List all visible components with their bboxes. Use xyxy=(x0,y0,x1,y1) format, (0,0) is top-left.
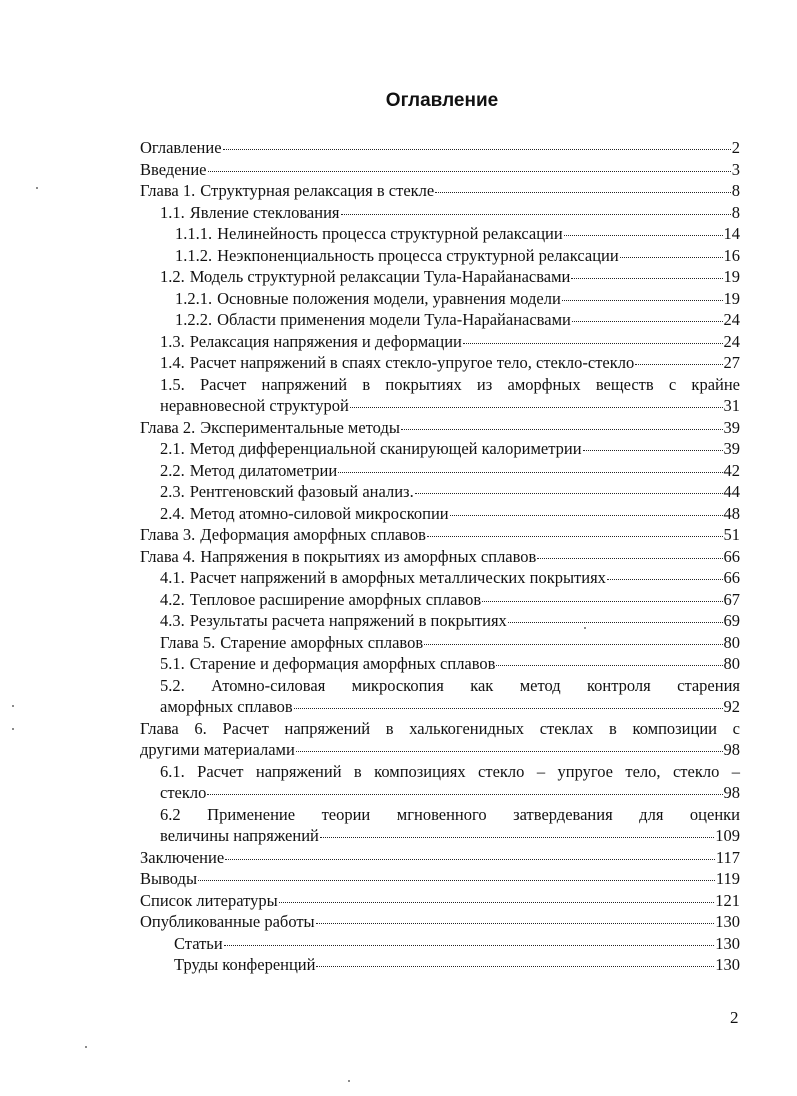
toc-entry-1-3[interactable] xyxy=(140,331,740,353)
leader-dots xyxy=(207,794,722,795)
leader-dots xyxy=(224,945,715,946)
toc-entry-number: Глава 3. xyxy=(140,525,196,544)
toc-entry-references[interactable] xyxy=(140,890,740,912)
toc-entry-number: 2.2. xyxy=(160,460,185,480)
toc-entry-introduction[interactable] xyxy=(140,159,740,181)
leader-dots xyxy=(223,149,731,150)
toc-entry-4-1[interactable] xyxy=(140,567,740,589)
toc-entry-page: 69 xyxy=(723,611,740,630)
toc-entry-text: Структурная релаксация в стекле xyxy=(200,181,435,200)
toc-entry-text: Труды конференций xyxy=(174,955,316,974)
scan-speck xyxy=(584,627,586,629)
toc-entry-number: 4.3. xyxy=(160,611,185,630)
toc-entry-1-1-2[interactable] xyxy=(140,245,740,267)
leader-dots xyxy=(350,407,723,408)
toc-entry-publications[interactable] xyxy=(140,911,740,933)
toc-entry-page: 3 xyxy=(731,159,740,179)
toc-entry-page: 19 xyxy=(723,267,740,286)
toc-entry-text: Основные положения модели, уравнения модели xyxy=(217,288,561,308)
leader-dots xyxy=(537,558,722,559)
leader-dots xyxy=(424,644,722,645)
toc-entry-page: 39 xyxy=(723,439,740,458)
toc-entry-page: 14 xyxy=(723,224,740,243)
toc-entry-text-line2: величины напряжений xyxy=(160,826,319,845)
toc-entry-page: 67 xyxy=(723,589,740,609)
toc-entry-5-2[interactable] xyxy=(140,675,740,718)
toc-entry-text: Расчет напряжений в аморфных металлических покрытиях xyxy=(189,568,606,587)
toc-entry-2-4[interactable] xyxy=(140,503,740,525)
toc-entry-text: Экспериментальные методы xyxy=(200,417,400,437)
leader-dots xyxy=(198,880,715,881)
toc-entry-text: Метод дифференциальной сканирующей калориметрии xyxy=(189,439,582,458)
toc-entry-page: 42 xyxy=(723,460,740,480)
toc-entry-conference-proceedings[interactable] xyxy=(140,954,740,976)
toc-entry-number: 5.2. xyxy=(160,675,185,695)
leader-dots xyxy=(450,515,723,516)
toc-entry-text-line1: Расчет напряжений в халькогенидных стеклах в композиции с xyxy=(222,718,740,738)
toc-entry-1-2[interactable] xyxy=(140,266,740,288)
toc-entry-4-2[interactable] xyxy=(140,589,740,611)
toc-entry-page: 44 xyxy=(723,482,740,501)
toc-entry-text-line1: Расчет напряжений в композициях стекло – упругое тело, стекло – xyxy=(197,761,740,781)
toc-entry-chapter-4[interactable] xyxy=(140,546,740,568)
leader-dots xyxy=(316,923,715,924)
toc-entry-page: 24 xyxy=(723,310,740,329)
toc-entry-contents[interactable] xyxy=(140,137,740,159)
leader-dots xyxy=(338,472,722,473)
toc-entry-text: Старение аморфных сплавов xyxy=(220,632,424,652)
toc-entry-chapter-2[interactable] xyxy=(140,417,740,439)
leader-dots xyxy=(294,708,723,709)
toc-entry-5-1[interactable] xyxy=(140,653,740,675)
toc-entry-chapter-1[interactable] xyxy=(140,180,740,202)
toc-entry-page: 80 xyxy=(723,632,740,652)
toc-entry-text: Расчет напряжений в спаях стекло-упругое тело, стекло-стекло xyxy=(189,353,635,372)
table-of-contents xyxy=(140,137,740,976)
toc-entry-number: 5.1. xyxy=(160,654,185,673)
toc-entry-page: 19 xyxy=(723,288,740,308)
toc-entry-number: Глава 1. xyxy=(140,181,196,200)
toc-entry-text: Опубликованные работы xyxy=(140,912,315,931)
leader-dots xyxy=(401,429,723,430)
leader-dots xyxy=(296,751,723,752)
toc-entry-page: 92 xyxy=(723,697,740,716)
toc-entry-page: 8 xyxy=(731,181,740,200)
page-number: 2 xyxy=(730,1008,739,1027)
toc-entry-number: Глава 5. xyxy=(160,632,216,652)
toc-entry-text: Метод дилатометрии xyxy=(189,460,338,480)
leader-dots xyxy=(415,493,723,494)
toc-entry-4-3[interactable] xyxy=(140,610,740,632)
toc-entry-number: 1.2. xyxy=(160,267,185,286)
toc-entry-text: Модель структурной релаксации Тула-Нарайанасвами xyxy=(189,267,571,286)
toc-entry-number: 2.3. xyxy=(160,482,185,501)
toc-entry-text: Заключение xyxy=(140,847,225,867)
toc-entry-page: 8 xyxy=(731,202,740,222)
leader-dots xyxy=(435,192,731,193)
toc-entry-1-2-1[interactable] xyxy=(140,288,740,310)
leader-dots xyxy=(635,364,722,365)
toc-entry-number: 2.1. xyxy=(160,439,185,458)
leader-dots xyxy=(208,171,731,172)
toc-entry-text: Результаты расчета напряжений в покрытиях xyxy=(189,611,507,630)
page-title: Оглавление xyxy=(385,90,499,111)
leader-dots xyxy=(341,214,731,215)
leader-dots xyxy=(463,343,723,344)
toc-entry-chapter-5[interactable] xyxy=(140,632,740,654)
toc-entry-page: 80 xyxy=(723,654,740,673)
toc-entry-page: 51 xyxy=(723,525,740,544)
toc-entry-text: Напряжения в покрытиях из аморфных сплавов xyxy=(200,546,537,566)
toc-entry-number: 1.2.1. xyxy=(175,288,213,308)
toc-entry-6-2[interactable] xyxy=(140,804,740,847)
toc-entry-text: Релаксация напряжения и деформации xyxy=(189,331,462,351)
toc-entry-number: 1.5. xyxy=(160,374,185,394)
toc-entry-page: 109 xyxy=(715,826,740,845)
scan-speck xyxy=(348,1080,350,1082)
leader-dots xyxy=(279,902,715,903)
leader-dots xyxy=(583,450,723,451)
leader-dots xyxy=(571,278,722,279)
toc-entry-page: 48 xyxy=(723,503,740,523)
toc-entry-page: 119 xyxy=(715,869,740,888)
toc-entry-page: 130 xyxy=(715,912,740,931)
toc-entry-number: 6.2 xyxy=(160,804,181,824)
toc-entry-number: 1.1. xyxy=(160,202,185,222)
toc-entry-text: Оглавление xyxy=(140,138,222,157)
toc-entry-text: Введение xyxy=(140,159,207,179)
leader-dots xyxy=(496,665,722,666)
toc-entry-number: Глава 4. xyxy=(140,546,196,566)
toc-entry-text: Рентгеновский фазовый анализ. xyxy=(189,482,414,501)
toc-entry-1-2-2[interactable] xyxy=(140,309,740,331)
toc-entry-number: 1.1.2. xyxy=(175,245,213,265)
scan-speck xyxy=(85,1046,87,1048)
toc-entry-conclusion[interactable] xyxy=(140,847,740,869)
toc-entry-page: 98 xyxy=(723,740,740,759)
toc-entry-page: 2 xyxy=(731,138,740,157)
leader-dots xyxy=(316,966,714,967)
toc-entry-text: Метод атомно-силовой микроскопии xyxy=(189,503,449,523)
toc-entry-text-line1: Расчет напряжений в покрытиях из аморфных веществ с крайне xyxy=(199,374,740,394)
toc-entry-page: 130 xyxy=(715,933,740,953)
toc-entry-page: 24 xyxy=(723,331,740,351)
toc-entry-text-line2: стекло xyxy=(160,783,207,802)
leader-dots xyxy=(320,837,714,838)
toc-entry-text-line2: аморфных сплавов xyxy=(160,697,293,716)
scan-speck xyxy=(12,728,14,730)
toc-entry-findings[interactable] xyxy=(140,868,740,890)
toc-entry-2-2[interactable] xyxy=(140,460,740,482)
leader-dots xyxy=(562,300,723,301)
toc-entry-number: 4.1. xyxy=(160,568,185,587)
toc-entry-number: 1.2.2. xyxy=(175,310,213,329)
toc-entry-number: Глава 6. xyxy=(140,718,207,738)
toc-entry-number: 1.3. xyxy=(160,331,185,351)
toc-entry-text: Деформация аморфных сплавов xyxy=(200,525,426,544)
leader-dots xyxy=(427,536,723,537)
toc-entry-page: 117 xyxy=(715,847,740,867)
toc-entry-page: 121 xyxy=(715,890,740,910)
toc-entry-text: Явление стеклования xyxy=(189,202,340,222)
toc-entry-text-line1: Применение теории мгновенного затвердевания для оценки xyxy=(207,804,741,824)
toc-entry-text: Старение и деформация аморфных сплавов xyxy=(189,654,496,673)
leader-dots xyxy=(482,601,722,602)
toc-entry-text: Список литературы xyxy=(140,890,278,910)
toc-entry-number: 1.4. xyxy=(160,353,185,372)
toc-entry-1-5[interactable] xyxy=(140,374,740,417)
leader-dots xyxy=(620,257,723,258)
toc-entry-page: 16 xyxy=(723,245,740,265)
toc-entry-text: Неэкпоненциальность процесса структурной релаксации xyxy=(217,245,619,265)
toc-entry-text: Области применения модели Тула-Нарайанасвами xyxy=(217,310,571,329)
leader-dots xyxy=(572,321,723,322)
toc-entry-chapter-6[interactable] xyxy=(140,718,740,761)
toc-entry-1-1-1[interactable] xyxy=(140,223,740,245)
toc-entry-page: 66 xyxy=(723,546,740,566)
toc-entry-page: 39 xyxy=(723,417,740,437)
toc-entry-number: 6.1. xyxy=(160,761,185,781)
scan-speck xyxy=(12,705,14,707)
toc-entry-articles[interactable] xyxy=(140,933,740,955)
toc-entry-page: 66 xyxy=(723,568,740,587)
toc-entry-number: 2.4. xyxy=(160,503,185,523)
scan-speck xyxy=(36,187,38,189)
toc-entry-2-3[interactable] xyxy=(140,481,740,503)
toc-entry-1-1[interactable] xyxy=(140,202,740,224)
toc-entry-page: 130 xyxy=(715,955,740,974)
leader-dots xyxy=(508,622,723,623)
leader-dots xyxy=(225,859,715,860)
toc-entry-text: Выводы xyxy=(140,869,198,888)
toc-entry-text: Статьи xyxy=(174,933,223,953)
toc-entry-1-4[interactable] xyxy=(140,352,740,374)
toc-entry-number: 1.1.1. xyxy=(175,224,213,243)
toc-entry-text-line2: другими материалами xyxy=(140,740,295,759)
toc-entry-2-1[interactable] xyxy=(140,438,740,460)
toc-entry-6-1[interactable] xyxy=(140,761,740,804)
leader-dots xyxy=(607,579,723,580)
toc-entry-text-line1: Атомно-силовая микроскопия как метод контроля старения xyxy=(211,675,741,695)
toc-entry-text: Нелинейность процесса структурной релаксации xyxy=(217,224,563,243)
toc-entry-text-line2: неравновесной структурой xyxy=(160,396,349,415)
toc-entry-page: 98 xyxy=(723,783,740,802)
toc-entry-number: 4.2. xyxy=(160,589,185,609)
toc-entry-number: Глава 2. xyxy=(140,417,196,437)
toc-entry-page: 31 xyxy=(723,396,740,415)
toc-entry-chapter-3[interactable] xyxy=(140,524,740,546)
toc-entry-text: Тепловое расширение аморфных сплавов xyxy=(189,589,482,609)
toc-entry-page: 27 xyxy=(723,353,740,372)
leader-dots xyxy=(564,235,723,236)
